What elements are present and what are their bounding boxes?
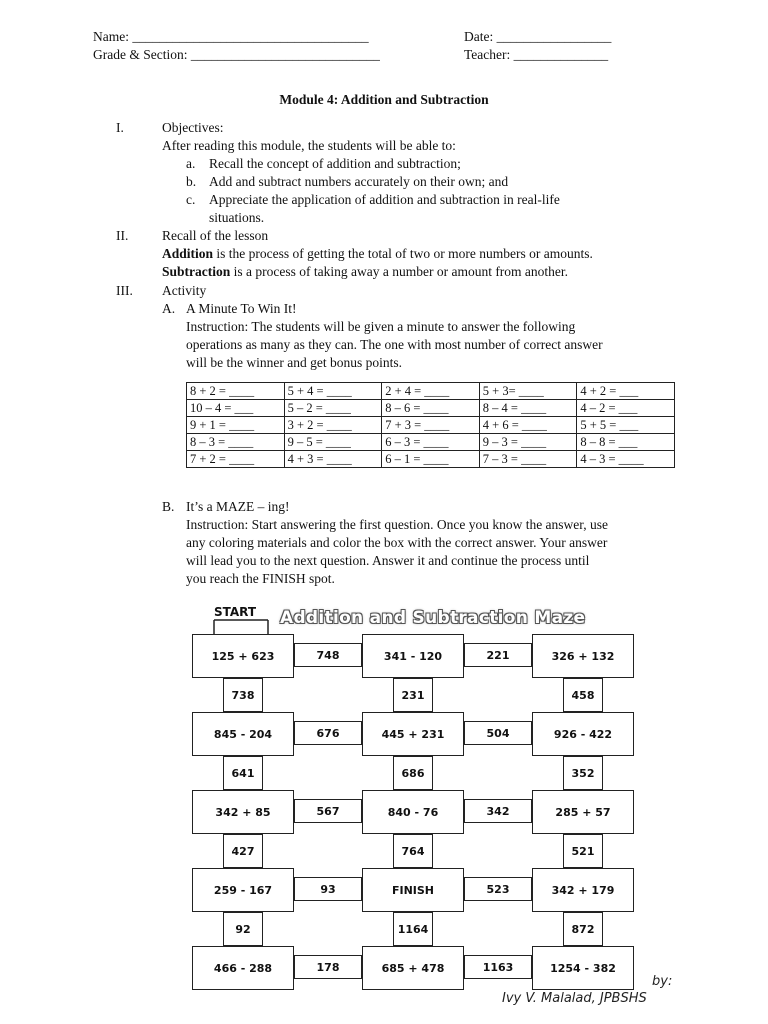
activity-a-instruction: will be the winner and get bonus points. bbox=[186, 355, 402, 370]
maze-answer-box: 231 bbox=[393, 678, 433, 712]
maze-question-box: 926 - 422 bbox=[532, 712, 634, 756]
table-row bbox=[187, 400, 675, 417]
maze-question-box: 1254 - 382 bbox=[532, 946, 634, 990]
activity-a-instruction: Instruction: The students will be given a minute to answer the following bbox=[186, 319, 576, 334]
activity-a-label: A. bbox=[162, 301, 176, 316]
objectives-heading: Objectives: bbox=[162, 120, 224, 135]
maze-question-box: 685 + 478 bbox=[362, 946, 464, 990]
objective-item: Add and subtract numbers accurately on their own; and bbox=[209, 174, 509, 189]
section-number-2: II. bbox=[116, 228, 129, 243]
operation-cell: 4 – 2 = ___ bbox=[577, 400, 675, 417]
maze-question-box: 326 + 132 bbox=[532, 634, 634, 678]
section-number-1: I. bbox=[116, 120, 124, 135]
maze-question-box: 259 - 167 bbox=[192, 868, 294, 912]
maze-answer-box: 92 bbox=[223, 912, 263, 946]
maze-question-box: 342 + 179 bbox=[532, 868, 634, 912]
maze-answer-box: 686 bbox=[393, 756, 433, 790]
maze-question-box: 466 - 288 bbox=[192, 946, 294, 990]
maze-answer-box: 872 bbox=[563, 912, 603, 946]
table-row bbox=[187, 417, 675, 434]
operation-cell: 9 + 1 = ____ bbox=[187, 417, 285, 434]
operation-cell: 7 – 3 = ____ bbox=[479, 451, 577, 468]
name-field: Name: ___________________________________ bbox=[93, 29, 369, 44]
maze-question-box: 341 - 120 bbox=[362, 634, 464, 678]
maze-answer-box: 458 bbox=[563, 678, 603, 712]
table-row bbox=[187, 383, 675, 400]
table-row bbox=[187, 451, 675, 468]
activity-b-title: It’s a MAZE – ing! bbox=[186, 499, 290, 514]
maze-answer-box: 738 bbox=[223, 678, 263, 712]
maze-answer-box: 521 bbox=[563, 834, 603, 868]
objective-letter: b. bbox=[186, 174, 197, 189]
table-row bbox=[187, 434, 675, 451]
maze-question-box: 285 + 57 bbox=[532, 790, 634, 834]
activity-b-instruction: Instruction: Start answering the first question. Once you know the answer, use bbox=[186, 517, 608, 532]
addition-definition bbox=[162, 245, 593, 263]
operation-cell: 2 + 4 = ____ bbox=[382, 383, 480, 400]
maze-start-label: START bbox=[214, 605, 257, 619]
maze-title: Addition and Subtraction Maze bbox=[280, 608, 586, 628]
operation-cell: 4 – 3 = ____ bbox=[577, 451, 675, 468]
operation-cell: 8 + 2 = ____ bbox=[187, 383, 285, 400]
maze-answer-box: 523 bbox=[464, 877, 532, 901]
maze-answer-box: 567 bbox=[294, 799, 362, 823]
operation-cell: 7 + 3 = ____ bbox=[382, 417, 480, 434]
operation-cell: 9 – 5 = ____ bbox=[284, 434, 382, 451]
page-title: Module 4: Addition and Subtraction bbox=[279, 92, 489, 107]
date-field: Date: _________________ bbox=[464, 29, 612, 44]
operation-cell: 9 – 3 = ____ bbox=[479, 434, 577, 451]
objectives-intro: After reading this module, the students will be able to: bbox=[162, 138, 456, 153]
maze-answer-box: 1164 bbox=[393, 912, 433, 946]
maze-worksheet bbox=[186, 600, 676, 1000]
maze-answer-box: 748 bbox=[294, 643, 362, 667]
objective-letter: c. bbox=[186, 192, 196, 207]
subtraction-def-text: is a process of taking away a number or amount from another. bbox=[230, 264, 569, 279]
operation-cell: 5 + 4 = ____ bbox=[284, 383, 382, 400]
maze-answer-box: 352 bbox=[563, 756, 603, 790]
activity-b-instruction: any coloring materials and color the box with the correct answer. Your answer bbox=[186, 535, 608, 550]
operation-cell: 8 – 4 = ____ bbox=[479, 400, 577, 417]
maze-answer-box: 676 bbox=[294, 721, 362, 745]
maze-question-box: 445 + 231 bbox=[362, 712, 464, 756]
maze-answer-box: 93 bbox=[294, 877, 362, 901]
grade-section-field: Grade & Section: ____________________________ bbox=[93, 47, 380, 62]
activity-b-instruction: you reach the FINISH spot. bbox=[186, 571, 335, 586]
operation-cell: 8 – 8 = ___ bbox=[577, 434, 675, 451]
addition-term: Addition bbox=[162, 246, 214, 261]
activity-a-instruction: operations as many as they can. The one with most number of correct answer bbox=[186, 337, 603, 352]
maze-question-box: 840 - 76 bbox=[362, 790, 464, 834]
maze-answer-box: 764 bbox=[393, 834, 433, 868]
maze-answer-box: 1163 bbox=[464, 955, 532, 979]
operation-cell: 4 + 6 = ____ bbox=[479, 417, 577, 434]
subtraction-term: Subtraction bbox=[162, 264, 231, 279]
maze-answer-box: 342 bbox=[464, 799, 532, 823]
author-name: Ivy V. Malalad, JPBSHS bbox=[502, 991, 647, 1006]
teacher-field: Teacher: ______________ bbox=[464, 47, 609, 62]
maze-question-box: 845 - 204 bbox=[192, 712, 294, 756]
operation-cell: 10 – 4 = ___ bbox=[187, 400, 285, 417]
operations-table bbox=[186, 382, 675, 468]
recall-heading: Recall of the lesson bbox=[162, 228, 269, 243]
operation-cell: 4 + 3 = ____ bbox=[284, 451, 382, 468]
by-label: by: bbox=[652, 974, 673, 989]
activity-a-title: A Minute To Win It! bbox=[186, 301, 297, 316]
maze-finish-box: FINISH bbox=[362, 868, 464, 912]
operation-cell: 8 – 3 = ____ bbox=[187, 434, 285, 451]
objective-item-continued: situations. bbox=[209, 210, 265, 225]
addition-def-text: is the process of getting the total of two or more numbers or amounts. bbox=[213, 246, 593, 261]
maze-question-box: 125 + 623 bbox=[192, 634, 294, 678]
objective-letter: a. bbox=[186, 156, 196, 171]
maze-question-box: 342 + 85 bbox=[192, 790, 294, 834]
operation-cell: 6 – 1 = ____ bbox=[382, 451, 480, 468]
operation-cell: 5 – 2 = ____ bbox=[284, 400, 382, 417]
operation-cell: 8 – 6 = ____ bbox=[382, 400, 480, 417]
operation-cell: 7 + 2 = ____ bbox=[187, 451, 285, 468]
activity-b-label: B. bbox=[162, 499, 175, 514]
activity-b-instruction: will lead you to the next question. Answer it and continue the process until bbox=[186, 553, 590, 568]
maze-answer-box: 178 bbox=[294, 955, 362, 979]
objective-item: Recall the concept of addition and subtraction; bbox=[209, 156, 461, 171]
maze-answer-box: 427 bbox=[223, 834, 263, 868]
operation-cell: 5 + 5 = ___ bbox=[577, 417, 675, 434]
operation-cell: 6 – 3 = ____ bbox=[382, 434, 480, 451]
operation-cell: 4 + 2 = ___ bbox=[577, 383, 675, 400]
maze-answer-box: 641 bbox=[223, 756, 263, 790]
activity-heading: Activity bbox=[162, 283, 207, 298]
operation-cell: 3 + 2 = ____ bbox=[284, 417, 382, 434]
operation-cell: 5 + 3= ____ bbox=[479, 383, 577, 400]
maze-answer-box: 504 bbox=[464, 721, 532, 745]
objective-item: Appreciate the application of addition and subtraction in real-life bbox=[209, 192, 560, 207]
subtraction-definition bbox=[162, 263, 568, 281]
section-number-3: III. bbox=[116, 283, 133, 298]
maze-answer-box: 221 bbox=[464, 643, 532, 667]
